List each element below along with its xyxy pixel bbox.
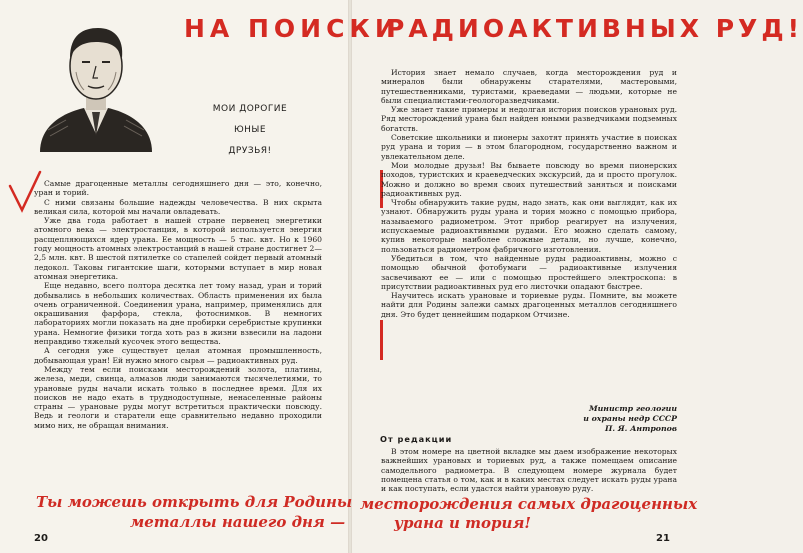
greeting-line-3: ДРУЗЬЯ! xyxy=(228,146,272,156)
paragraph: Советские школьники и пионеры захотят принять участие в поисках руд урана и тория — в этом благородном, государственно важном и увлекательном деле. xyxy=(381,133,677,161)
paragraph: Уже два года работает в нашей стране первенец энергетики атомного века — электростанция, в которой используется энергия расщепляющихся ядер урана. Ее мощность — 5 тыс. квт. Но к 1960 году мощность атомных электростанций в нашей стране достигнет 2—2,5 млн. квт. В шестой пятилетке со стапелей сойдет первый атомный ледокол. Таковы гигантские шаги, которыми вступает в мир новая атомная энергетика. xyxy=(34,216,322,281)
portrait-illustration xyxy=(26,12,166,152)
page-number-left: 20 xyxy=(34,533,48,544)
editorial-heading: От редакции xyxy=(380,434,453,444)
slogan-left-line-2: металлы нашего дня — xyxy=(130,513,346,531)
slogan-left-line-1: Ты можешь открыть для Родины xyxy=(36,493,353,511)
signature-office: и охраны недр СССР xyxy=(583,414,677,423)
paragraph: Самые драгоценные металлы сегодняшнего дня — это, конечно, уран и торий. xyxy=(34,179,322,198)
paragraph: История знает немало случаев, когда месторождения руд и минералов были обнаружены старателями, мастеровыми, путешественниками, туристами, краеведами — людьми, которые не были специалистами-геологоразведчиками. xyxy=(381,68,677,105)
paragraph: Чтобы обнаружить такие руды, надо знать, как они выглядят, как их узнают. Обнаружить руды урана и тория можно с помощью прибора, называемого радиометром. Этот прибор реагирует на излучения, испускаемые радиоактивными рудами. Его можно сделать самому, купив некоторые наиболее сложные детали, но лучше, конечно, пользоваться радиометром фабричного изготовления. xyxy=(381,198,677,254)
right-article-text xyxy=(381,68,677,319)
paragraph: Научитесь искать урановые и ториевые руды. Помните, вы можете найти для Родины залежи самых драгоценных металлов сегодняшнего дня. Это будет ценнейшим подарком Отчизне. xyxy=(381,291,677,319)
page-gutter xyxy=(348,0,352,553)
paragraph: Уже знает такие примеры и недолгая история поисков урановых руд. Ряд месторождений урана был найден юными разведчиками подземных богатств. xyxy=(381,105,677,133)
greeting-line-1: МОИ ДОРОГИЕ xyxy=(212,104,288,114)
paragraph: Мои молодые друзья! Вы бываете повсюду во время пионерских походов, туристских и краеведческих экскурсий, да и просто прогулок. Можно и должно во время своих путешествий заняться и поисками радиоактивных руд. xyxy=(381,160,677,198)
page-number-right: 21 xyxy=(656,533,670,544)
slogan-right-line-1: месторождения самых драгоценных xyxy=(360,495,698,513)
greeting-line-2: ЮНЫЕ xyxy=(233,125,267,135)
headline-right: РАДИОАКТИВНЫХ РУД! xyxy=(386,14,803,43)
red-margin-bar xyxy=(380,320,383,360)
paragraph: Еще недавно, всего полтора десятка лет тому назад, уран и торий добывались в небольших количествах. Область применения их была очень ограниченной. Соединения урана, например, применялись для окрашивания фарфора, стекла, фотоснимков. В немногих лабораториях могли показать на дне пробирки серебристые крупинки урана. Немногие физики тогда хоть раз в жизни взвесили на ладони неправдиво тяжелый кусочек этого вещества. xyxy=(34,281,322,347)
slogan-right-line-2: урана и тория! xyxy=(394,514,531,532)
editorial-text xyxy=(381,447,677,493)
signature-title: Министр геологии xyxy=(589,404,677,413)
left-article-text xyxy=(34,179,322,430)
paragraph: Между тем если поисками месторождений золота, платины, железа, меди, свинца, алмазов люди занимаются тысячелетиями, то урановые руды начали искать только в последнее время. Для их поисков не надо ехать в труднодоступные, ненаселенные районы страны — урановые руды могут встретиться практически повсюду. Ведь и геологи и старатели еще сравнительно недавно проходили мимо них, не обращая внимания. xyxy=(34,364,322,430)
signature-name: П. Я. Антропов xyxy=(604,424,677,433)
paragraph: Убедиться в том, что найденные руды радиоактивны, можно с помощью обычной фотобумаги — радиоактивные излучения засвечивают ее — или с помощью простейшего электроскопа: в присутствии радиоактивных руд его листочки опадают быстрее. xyxy=(381,253,677,291)
headline-left: НА ПОИСКИ xyxy=(184,14,401,43)
paragraph: С ними связаны большие надежды человечества. В них скрыта великая сила, которой мы начали овладевать. xyxy=(34,197,322,216)
paragraph: А сегодня уже существует целая атомная промышленность, добывающая уран! Ей нужно много сырья — радиоактивных руд. xyxy=(34,346,322,365)
paragraph: В этом номере на цветной вкладке мы даем изображение некоторых важнейших урановых и ториевых руд, а также помещаем описание самодельного радиометра. В следующем номере журнала будет помещена статья о том, как и в каких местах следует искать руды урана и как поступать, если удастся найти урановую руду. xyxy=(381,447,677,494)
